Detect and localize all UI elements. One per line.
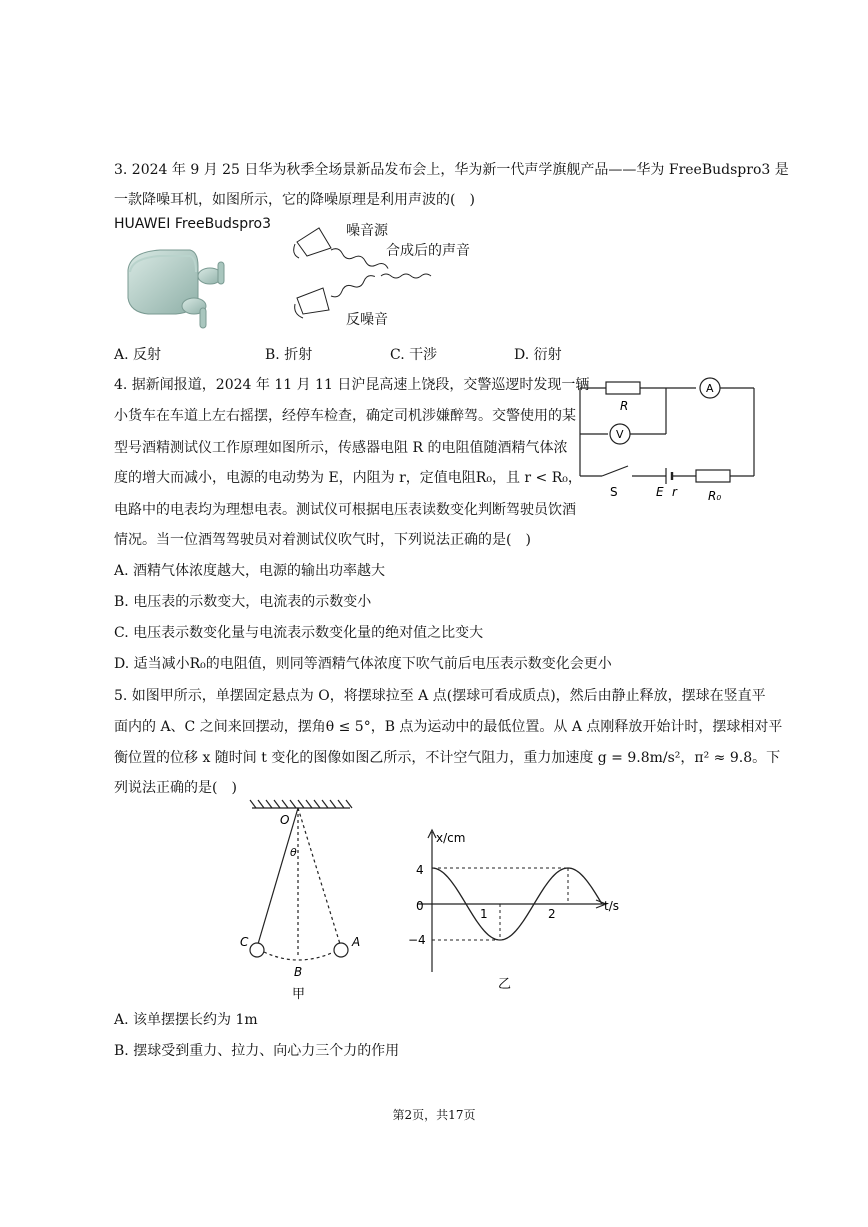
q3-option-a: A. 反射	[114, 347, 162, 363]
y-axis-label: x/cm	[436, 831, 466, 845]
x-tick-1: 1	[480, 907, 488, 921]
voltmeter-icon: V	[616, 428, 624, 441]
q5-line-4: 列说法正确的是( )	[114, 780, 237, 796]
q4-line-6: 情况。当一位酒驾驾驶员对着测试仪吹气时，下列说法正确的是( )	[114, 532, 531, 548]
y-tick-neg4: −4	[408, 933, 426, 947]
figure-caption-jia: 甲	[292, 987, 306, 1002]
q4-line-1: 4. 据新闻报道，2024 年 11 月 11 日沪昆高速上饶段，交警巡逻时发现一辆	[114, 377, 590, 393]
point-label-c: C	[240, 935, 249, 949]
pivot-label-o: O	[280, 813, 290, 827]
angle-label-theta: θ	[290, 846, 297, 859]
point-label-b: B	[294, 965, 303, 979]
product-label: HUAWEI FreeBudspro3	[114, 216, 272, 232]
q3-option-b: B. 折射	[265, 347, 313, 363]
y-tick-4: 4	[416, 863, 424, 877]
q4-line-2: 小货车在车道上左右摇摆，经停车检查，确定司机涉嫌醉驾。交警使用的某	[114, 408, 576, 424]
q4-line-3: 型号酒精测试仪工作原理如图所示，传感器电阻 R 的电阻值随酒精气体浓	[114, 440, 568, 456]
q3-option-d: D. 衍射	[514, 347, 562, 363]
resistor-r0-label: R₀	[708, 489, 722, 503]
figure-caption-yi: 乙	[498, 977, 512, 992]
q4-option-d: D. 适当减小R₀的电阻值，则同等酒精气体浓度下吹气前后电压表示数变化会更小	[114, 656, 612, 672]
x-tick-2: 2	[548, 907, 556, 921]
q3-line-2: 一款降噪耳机，如图所示，它的降噪原理是利用声波的( )	[114, 192, 475, 208]
q3-line-1: 3. 2024 年 9 月 25 日华为秋季全场景新品发布会上，华为新一代声学旗舰产品——华为 FreeBudspro3 是	[114, 162, 789, 178]
q4-option-c: C. 电压表示数变化量与电流表示数变化量的绝对值之比变大	[114, 625, 484, 641]
earbuds-image	[120, 232, 240, 332]
q5-line-3: 衡位置的位移 x 随时间 t 变化的图像如图乙所示，不计空气阻力，重力加速度 g = 9.8m/s²，π² ≈ 9.8。下	[114, 750, 781, 766]
y-tick-0: 0	[416, 899, 424, 913]
q4-option-a: A. 酒精气体浓度越大，电源的输出功率越大	[114, 563, 386, 579]
q4-option-b: B. 电压表的示数变大，电流表的示数变小	[114, 594, 372, 610]
q4-line-5: 电路中的电表均为理想电表。测试仪可根据电压表读数变化判断驾驶员饮酒	[114, 502, 576, 518]
battery-label-e: E	[656, 485, 664, 499]
noise-source-label: 噪音源	[346, 223, 388, 239]
page-footer: 第2页，共17页	[392, 1108, 476, 1122]
displacement-time-graph	[408, 824, 638, 994]
q5-line-1: 5. 如图甲所示，单摆固定悬点为 O，将摆球拉至 A 点(摆球可看成质点)，然后由静止释放，摆球在竖直平	[114, 688, 766, 704]
point-label-a: A	[352, 935, 361, 949]
q4-line-4: 度的增大而减小，电源的电动势为 E，内阻为 r，定值电阻R₀，且 r < R₀，	[114, 470, 582, 486]
ammeter-icon: A	[706, 382, 714, 395]
pendulum-diagram	[240, 796, 380, 1006]
q5-line-2: 面内的 A、C 之间来回摆动，摆角θ ≤ 5°，B 点为运动中的最低位置。从 A 点刚释放开始计时，摆球相对平	[114, 719, 783, 735]
q5-option-a: A. 该单摆摆长约为 1m	[114, 1012, 258, 1028]
switch-label: S	[610, 485, 618, 499]
battery-label-r: r	[672, 485, 677, 499]
anti-noise-label: 反噪音	[346, 312, 388, 328]
circuit-label-r: R	[620, 399, 629, 413]
combined-sound-label: 合成后的声音	[386, 243, 470, 259]
x-axis-label: t/s	[604, 899, 619, 913]
circuit-diagram	[572, 372, 772, 512]
q5-option-b: B. 摆球受到重力、拉力、向心力三个力的作用	[114, 1043, 400, 1059]
q3-option-c: C. 干涉	[390, 347, 438, 363]
